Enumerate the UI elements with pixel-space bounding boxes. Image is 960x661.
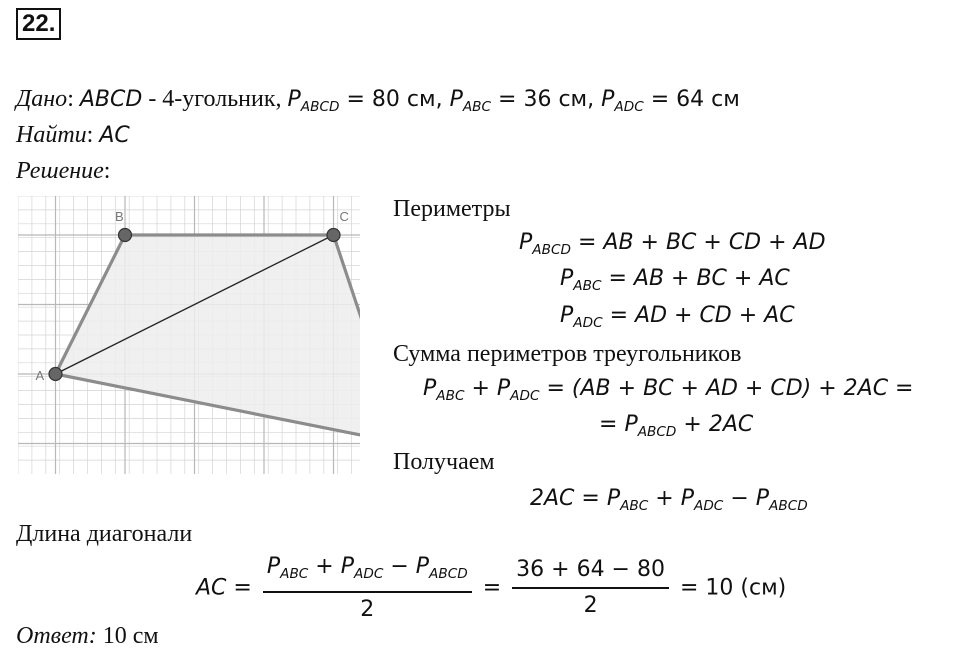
solution-label: Решение: [16, 158, 104, 184]
given-p1: $P_{ABCD}$: [287, 87, 340, 115]
answer-label: Ответ:: [16, 623, 97, 649]
given-p3-value: = 64 см: [643, 87, 740, 112]
fraction-symbolic: $\frac{P_{ABC} + P_{ADC} - P_{ABCD}}{2}$: [263, 552, 472, 625]
vertex-a: [49, 368, 62, 381]
answer-value: 10 см: [96, 623, 159, 649]
find-label: Найти: [16, 122, 87, 148]
given-quad: ABCD: [79, 87, 143, 112]
sum-line-1: $P_{ABC} + P_{ADC} = (AB$ + BC + AD + CD) + 2AC =: [423, 376, 914, 404]
given-p1-value: = 80 см,: [339, 87, 450, 112]
given-p2: $P_{ABC}$: [449, 87, 492, 115]
vertex-label-a: A: [35, 368, 45, 383]
formula-abcd: $P_{ABCD}$ = AB + BC + CD + AD: [519, 230, 826, 258]
formula-adc: $P_{ADC}$ = AD + CD + AC: [560, 303, 795, 331]
vertex-b: [119, 229, 132, 242]
given-line: Дано: ABCD - 4-угольник, $P_{ABCD} = 80$ см, $P_{ABC} = 36$ см, $P_{ADC} = 64$ см: [16, 86, 740, 115]
formula-abc: $P_{ABC}$ = AB + BC + AC: [560, 266, 790, 294]
get-formula: $2AC = P_{ABC} + P_{ADC} - P_{ABCD}$: [530, 486, 808, 514]
answer-line: [16, 621, 159, 651]
find-value: AC: [99, 123, 130, 148]
problem-number: 22.: [16, 8, 61, 40]
fraction-numeric: $\frac{36 + 64 - 80}{2}$: [512, 555, 669, 621]
vertex-c: [327, 229, 340, 242]
diagonal-title: Длина диагонали: [16, 521, 193, 547]
find-line: Найти: AC: [16, 122, 130, 148]
given-p2-value: = 36 см,: [491, 87, 602, 112]
given-label: Дано: [16, 86, 68, 112]
vertex-label-b: B: [115, 209, 124, 224]
figure-shape: [36, 209, 361, 469]
sum-line-2: = $P_{ABCD} + 2AC$: [599, 412, 754, 440]
get-title: Получаем: [393, 449, 495, 475]
perimeters-title: Периметры: [393, 196, 511, 222]
vertex-label-c: C: [339, 209, 349, 224]
quadrilateral-figure: [18, 196, 360, 474]
sum-title: Сумма периметров треугольников: [393, 341, 742, 367]
given-dash-text: - 4-угольник,: [142, 86, 288, 112]
solution-line: Решение:: [16, 158, 111, 184]
final-formula: AC = $\frac{P_{ABC} + P_{ADC} - P_{ABCD}}{2}$ = $\frac{36 + 64 - 80}{2}$ = 10 (см): [196, 552, 786, 625]
given-p3: $P_{ADC}$: [601, 87, 644, 115]
